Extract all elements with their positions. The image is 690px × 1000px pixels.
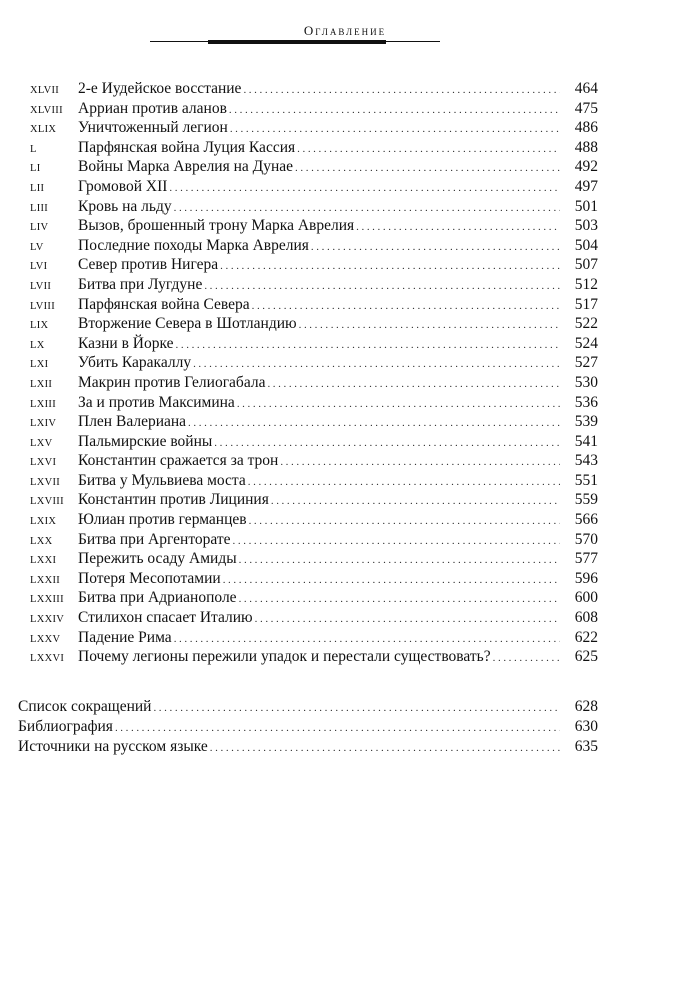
- toc-entry-lv[interactable]: [30, 236, 598, 256]
- toc-entry-lii[interactable]: [30, 177, 598, 197]
- dot-leader: [237, 395, 560, 415]
- toc-entry-xlvii[interactable]: [30, 79, 598, 99]
- toc-entry-bibliography[interactable]: [18, 717, 598, 737]
- chapter-number: LII: [30, 182, 45, 194]
- running-header-title: Оглавление: [303, 23, 387, 38]
- page-number: 517: [574, 295, 598, 313]
- toc-entry-lxxii[interactable]: [30, 569, 598, 589]
- chapter-number: L: [30, 143, 37, 155]
- toc-entry-lxxiii[interactable]: [30, 588, 598, 608]
- chapter-number: LI: [30, 163, 41, 175]
- chapter-number: LXXVI: [30, 653, 65, 665]
- chapter-title: Стилихон спасает Италию: [78, 609, 253, 627]
- chapter-title: Вызов, брошенный трону Марка Аврелия: [78, 217, 355, 235]
- page-number: 596: [574, 569, 598, 587]
- toc-entry-lvi[interactable]: [30, 255, 598, 275]
- dot-leader: [115, 718, 560, 738]
- chapter-number: LXVIII: [30, 496, 64, 508]
- chapter-title: Константин против Лициния: [78, 491, 269, 509]
- chapter-number: LIV: [30, 222, 49, 234]
- dot-leader: [252, 297, 560, 317]
- page-number: 628: [574, 698, 598, 715]
- page-number: 464: [574, 80, 598, 97]
- dot-leader: [249, 512, 560, 532]
- toc-entry-xlix[interactable]: [30, 118, 598, 138]
- chapter-number: LXXI: [30, 555, 57, 567]
- toc-entry-liii[interactable]: [30, 197, 598, 217]
- dot-leader: [295, 159, 560, 179]
- chapter-title: Макрин против Гелиогабала: [78, 373, 266, 391]
- dot-leader: [299, 316, 560, 336]
- dot-leader: [239, 551, 560, 571]
- chapter-number: LXX: [30, 535, 53, 547]
- dot-leader: [210, 738, 560, 758]
- header-rule: [208, 40, 386, 44]
- toc-entry-liv[interactable]: [30, 216, 598, 236]
- dot-leader: [280, 453, 560, 473]
- entry-title: Список сокращений: [18, 698, 152, 715]
- dot-leader: [233, 532, 560, 552]
- dot-leader: [176, 336, 560, 356]
- chapter-title: Кровь на льду: [78, 197, 172, 215]
- chapter-title: Битва при Лугдуне: [78, 275, 203, 293]
- page-number: 492: [574, 158, 598, 176]
- chapter-title: Уничтоженный легион: [78, 119, 228, 137]
- page-number: 504: [574, 236, 598, 254]
- toc-entry-lxvii[interactable]: [30, 471, 598, 491]
- toc-entry-li[interactable]: [30, 157, 598, 177]
- dot-leader: [297, 140, 560, 160]
- toc-entry-lxiii[interactable]: [30, 393, 598, 413]
- dot-leader: [220, 257, 560, 277]
- chapter-title: Пережить осаду Амиды: [78, 550, 237, 568]
- chapter-number: LXII: [30, 378, 53, 390]
- toc-entry-lxxvi[interactable]: [30, 647, 598, 667]
- page-number: 635: [574, 738, 598, 755]
- chapter-number: LXI: [30, 359, 49, 371]
- page-number: 622: [574, 628, 598, 646]
- toc-entry-lvii[interactable]: [30, 275, 598, 295]
- chapter-title: За и против Максимина: [78, 393, 235, 411]
- toc-entry-lx[interactable]: [30, 334, 598, 354]
- toc-entry-lxxv[interactable]: [30, 628, 598, 648]
- page-number: 475: [574, 99, 598, 117]
- chapter-number: LXXIII: [30, 594, 64, 606]
- page-number: 559: [574, 491, 598, 509]
- entry-title: Библиография: [18, 718, 113, 735]
- dot-leader: [204, 277, 560, 297]
- page-number: 497: [574, 177, 598, 195]
- toc-entry-lxvi[interactable]: [30, 451, 598, 471]
- page-number: 541: [574, 432, 598, 450]
- chapter-number: LXVII: [30, 476, 61, 488]
- toc-entry-lxxi[interactable]: [30, 549, 598, 569]
- chapter-title: Войны Марка Аврелия на Дунае: [78, 158, 294, 176]
- chapter-number: LVIII: [30, 300, 56, 312]
- page-number: 566: [574, 511, 598, 529]
- chapter-title: Последние походы Марка Аврелия: [78, 236, 309, 254]
- page-number: 522: [574, 315, 598, 333]
- chapter-title: Плен Валериана: [78, 413, 187, 431]
- toc-entry-lxx[interactable]: [30, 530, 598, 550]
- toc-entry-lxxiv[interactable]: [30, 608, 598, 628]
- dot-leader: [153, 698, 560, 718]
- page-number: 501: [574, 197, 598, 215]
- chapter-number: LX: [30, 339, 45, 351]
- toc-entry-lxi[interactable]: [30, 353, 598, 373]
- chapter-number: LXXII: [30, 574, 61, 586]
- toc-entry-lxiv[interactable]: [30, 412, 598, 432]
- toc-entry-russian-sources[interactable]: [18, 737, 598, 757]
- page-number: 570: [574, 530, 598, 548]
- chapter-number: LVII: [30, 280, 52, 292]
- chapter-number: LXVI: [30, 457, 57, 469]
- chapter-number: LV: [30, 241, 44, 253]
- chapter-title: Битва у Мульвиева моста: [78, 471, 246, 489]
- toc-entry-abbreviations[interactable]: [18, 697, 598, 717]
- dot-leader: [493, 649, 560, 669]
- toc-entry-lix[interactable]: [30, 314, 598, 334]
- chapter-title: Битва при Адрианополе: [78, 589, 237, 607]
- chapter-title: Падение Рима: [78, 628, 172, 646]
- dot-leader: [229, 101, 560, 121]
- toc-entry-lxix[interactable]: [30, 510, 598, 530]
- chapter-title: Юлиан против германцев: [78, 511, 247, 529]
- page-number: 600: [574, 589, 598, 607]
- dot-leader: [223, 571, 560, 591]
- chapter-number: LXIX: [30, 516, 57, 528]
- page-number: 488: [574, 138, 598, 156]
- page-number: 536: [574, 393, 598, 411]
- chapter-title: Почему легионы пережили упадок и перестали существовать?: [78, 648, 491, 666]
- page-number: 543: [574, 452, 598, 470]
- chapter-number: XLVII: [30, 85, 60, 96]
- back-matter: [18, 697, 598, 757]
- chapter-number: LXXV: [30, 633, 61, 645]
- chapter-number: LIII: [30, 202, 49, 214]
- toc-entry-lviii[interactable]: [30, 295, 598, 315]
- page-number: 530: [574, 373, 598, 391]
- page-number: 551: [574, 471, 598, 489]
- table-of-contents: [30, 79, 598, 667]
- chapter-number: XLVIII: [30, 104, 63, 116]
- toc-entry-xlviii[interactable]: [30, 99, 598, 119]
- chapter-number: LXIII: [30, 398, 56, 410]
- chapter-title: Парфянская война Луция Кассия: [78, 138, 296, 156]
- chapter-number: LXXIV: [30, 614, 65, 626]
- toc-entry-l[interactable]: [30, 138, 598, 158]
- dot-leader: [267, 375, 560, 395]
- chapter-title: Громовой XII: [78, 177, 168, 195]
- dot-leader: [271, 492, 560, 512]
- chapter-number: LVI: [30, 261, 48, 273]
- page-number: 539: [574, 413, 598, 431]
- dot-leader: [169, 179, 560, 199]
- running-header: [0, 22, 690, 40]
- dot-leader: [239, 590, 560, 610]
- chapter-title: Арриан против аланов: [78, 99, 227, 117]
- toc-entry-lxii[interactable]: [30, 373, 598, 393]
- chapter-number: LXIV: [30, 418, 57, 430]
- chapter-title: Вторжение Севера в Шотландию: [78, 315, 297, 333]
- page-number: 507: [574, 256, 598, 274]
- toc-entry-lxviii[interactable]: [30, 490, 598, 510]
- chapter-number: XLIX: [30, 124, 57, 136]
- page-number: 527: [574, 354, 598, 372]
- chapter-title: Убить Каракаллу: [78, 354, 192, 372]
- dot-leader: [248, 473, 560, 493]
- chapter-title: Север против Нигера: [78, 256, 219, 274]
- chapter-number: LXV: [30, 437, 53, 449]
- dot-leader: [356, 218, 560, 238]
- page-number: 577: [574, 550, 598, 568]
- chapter-title: Парфянская война Севера: [78, 295, 250, 313]
- page-number: 512: [574, 275, 598, 293]
- dot-leader: [311, 238, 560, 258]
- chapter-number: LIX: [30, 320, 49, 332]
- dot-leader: [243, 81, 560, 101]
- chapter-title: Пальмирские войны: [78, 432, 213, 450]
- dot-leader: [188, 414, 560, 434]
- page-number: 503: [574, 217, 598, 235]
- page-number: 630: [574, 718, 598, 735]
- chapter-title: Потеря Месопотамии: [78, 569, 221, 587]
- chapter-title: Казни в Йорке: [78, 334, 174, 352]
- chapter-title: Константин сражается за трон: [78, 452, 279, 470]
- page-number: 625: [574, 648, 598, 666]
- page-number: 524: [574, 334, 598, 352]
- toc-entry-lxv[interactable]: [30, 432, 598, 452]
- page-number: 486: [574, 119, 598, 137]
- page-number: 608: [574, 609, 598, 627]
- dot-leader: [255, 610, 560, 630]
- entry-title: Источники на русском языке: [18, 738, 208, 755]
- chapter-title: Битва при Аргенторате: [78, 530, 231, 548]
- chapter-title: 2-е Иудейское восстание: [78, 80, 242, 97]
